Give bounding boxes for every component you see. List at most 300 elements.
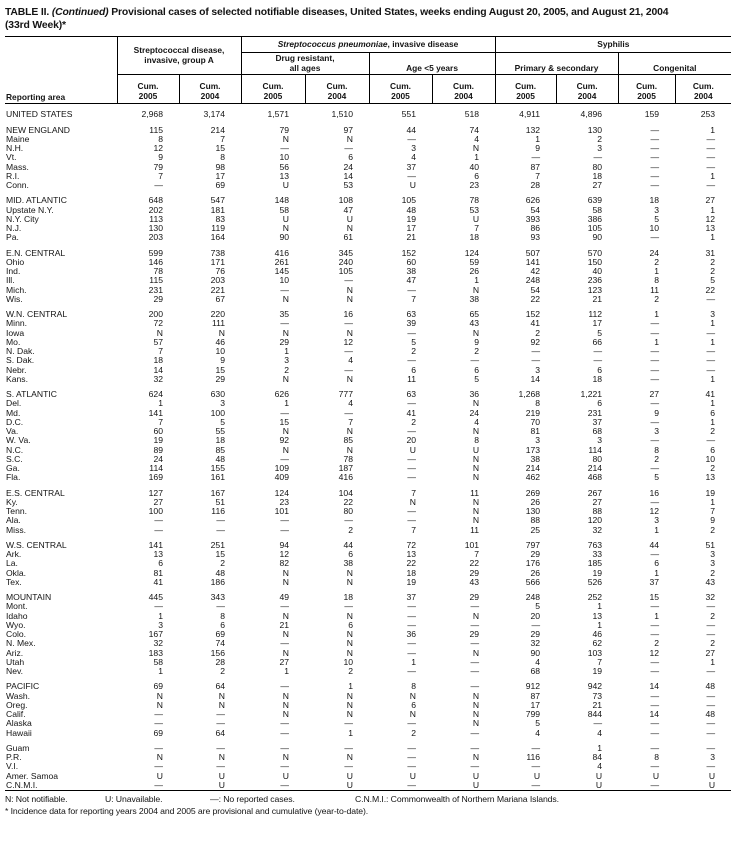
cum-year-header bbox=[179, 75, 241, 104]
value-cell: N bbox=[218, 327, 225, 338]
value-cell: N bbox=[472, 453, 480, 464]
region-section bbox=[5, 190, 731, 242]
value-cell: — bbox=[216, 601, 225, 612]
value-cell: 159 bbox=[644, 109, 660, 120]
value-cell: 445 bbox=[148, 592, 163, 603]
table-row bbox=[5, 578, 731, 587]
value-cell: 40 bbox=[592, 266, 603, 277]
value-cell: 5 bbox=[654, 213, 660, 224]
value-cell: N bbox=[282, 709, 289, 720]
value-cell: 105 bbox=[338, 266, 353, 277]
value-cell: — bbox=[650, 742, 660, 753]
value-cell: — bbox=[650, 346, 660, 357]
value-cell: 88 bbox=[592, 506, 603, 517]
table-row bbox=[5, 399, 731, 408]
value-cell: 78 bbox=[153, 266, 163, 277]
value-cell: U bbox=[595, 779, 603, 790]
year-label: 2005 bbox=[138, 90, 158, 101]
value-cell: U bbox=[346, 779, 353, 790]
value-cell: 1 bbox=[411, 656, 416, 667]
value-cell: 57 bbox=[153, 336, 163, 347]
value-cell: 202 bbox=[148, 204, 163, 215]
year-label: 2005 bbox=[263, 90, 283, 101]
value-cell: 18 bbox=[153, 355, 163, 366]
table-row bbox=[5, 639, 731, 648]
value-cell: 203 bbox=[210, 275, 225, 286]
value-cell: 10 bbox=[279, 275, 289, 286]
value-cell: 8 bbox=[535, 398, 541, 409]
value-cell: 44 bbox=[343, 539, 353, 550]
value-cell: 78 bbox=[469, 195, 480, 206]
reporting-area-cell: Upstate N.Y. bbox=[6, 204, 54, 215]
value-cell: 2 bbox=[710, 426, 716, 437]
value-cell: 8 bbox=[220, 610, 225, 621]
value-cell: — bbox=[593, 346, 603, 357]
group-a-line2: invasive, group A bbox=[144, 54, 214, 65]
value-cell: 14 bbox=[649, 709, 660, 720]
value-cell: 108 bbox=[338, 195, 353, 206]
value-cell: 8 bbox=[411, 681, 416, 692]
value-cell: — bbox=[407, 647, 416, 658]
reporting-area-cell: Ariz. bbox=[6, 647, 24, 658]
value-cell: 119 bbox=[211, 223, 225, 234]
congenital-header bbox=[618, 53, 731, 75]
value-cell: — bbox=[407, 506, 416, 517]
value-cell: 37 bbox=[406, 161, 416, 172]
value-cell: 2 bbox=[654, 293, 660, 304]
value-cell: U bbox=[472, 779, 480, 790]
value-cell: 5 bbox=[710, 275, 716, 286]
region-section bbox=[5, 384, 731, 483]
value-cell: 9 bbox=[158, 152, 163, 163]
value-cell: — bbox=[280, 524, 289, 535]
primary-secondary-header bbox=[495, 53, 618, 75]
value-cell: 8 bbox=[654, 444, 660, 455]
value-cell: 2 bbox=[411, 346, 416, 357]
reporting-area-cell: Mont. bbox=[6, 601, 28, 612]
value-cell: U bbox=[346, 213, 353, 224]
value-cell: 59 bbox=[469, 256, 480, 267]
value-cell: 1 bbox=[348, 727, 353, 738]
value-cell: 29 bbox=[530, 629, 541, 640]
reporting-area-cell: Mo. bbox=[6, 336, 21, 347]
value-cell: 18 bbox=[343, 592, 353, 603]
value-cell: — bbox=[154, 601, 163, 612]
value-cell: N bbox=[282, 690, 289, 701]
footnote-not-notifiable: N: Not notifiable. bbox=[5, 794, 68, 805]
value-cell: 130 bbox=[525, 506, 541, 517]
value-cell: — bbox=[470, 601, 480, 612]
value-cell: U bbox=[282, 213, 289, 224]
value-cell: 3,174 bbox=[203, 109, 225, 120]
table-row bbox=[5, 719, 731, 728]
value-cell: 18 bbox=[469, 232, 480, 243]
value-cell: 4,896 bbox=[580, 109, 603, 120]
value-cell: 29 bbox=[153, 293, 163, 304]
value-cell: 69 bbox=[215, 180, 225, 191]
value-cell: — bbox=[650, 666, 660, 677]
value-cell: 89 bbox=[153, 444, 163, 455]
value-cell: 267 bbox=[587, 487, 603, 498]
reporting-area-cell: E.S. CENTRAL bbox=[6, 487, 65, 498]
value-cell: N bbox=[156, 327, 163, 338]
value-cell: 88 bbox=[530, 515, 541, 526]
value-cell: 17 bbox=[215, 170, 225, 181]
table-row bbox=[5, 384, 731, 399]
reporting-area-cell: E.N. CENTRAL bbox=[6, 247, 66, 258]
value-cell: 24 bbox=[649, 247, 660, 258]
value-cell: — bbox=[154, 524, 163, 535]
value-cell: — bbox=[531, 742, 541, 753]
value-cell: 38 bbox=[469, 293, 480, 304]
value-cell: 3 bbox=[597, 435, 603, 446]
value-cell: — bbox=[407, 355, 416, 366]
region-section bbox=[5, 587, 731, 676]
reporting-area-cell: Md. bbox=[6, 407, 21, 418]
reporting-area-cell: D.C. bbox=[6, 416, 24, 427]
value-cell: 24 bbox=[343, 161, 353, 172]
value-cell: N bbox=[346, 638, 353, 649]
value-cell: 3 bbox=[654, 204, 660, 215]
value-cell: 1 bbox=[710, 656, 716, 667]
value-cell: 27 bbox=[649, 389, 660, 400]
value-cell: — bbox=[593, 355, 603, 366]
region-section bbox=[5, 243, 731, 305]
value-cell: N bbox=[282, 647, 289, 658]
value-cell: 10 bbox=[215, 346, 225, 357]
value-cell: 7 bbox=[474, 223, 480, 234]
value-cell: 167 bbox=[148, 629, 163, 640]
value-cell: 65 bbox=[469, 309, 480, 320]
value-cell: 90 bbox=[592, 232, 603, 243]
value-cell: N bbox=[472, 752, 480, 763]
value-cell: 386 bbox=[587, 213, 603, 224]
value-cell: 3 bbox=[284, 355, 289, 366]
value-cell: — bbox=[593, 718, 603, 729]
value-cell: — bbox=[706, 327, 716, 338]
value-cell: 19 bbox=[406, 576, 416, 587]
value-cell: 29 bbox=[279, 336, 289, 347]
value-cell: 3 bbox=[597, 143, 603, 154]
value-cell: — bbox=[706, 666, 716, 677]
value-cell: N bbox=[346, 426, 353, 437]
reporting-area-cell: NEW ENGLAND bbox=[6, 124, 70, 135]
value-cell: — bbox=[531, 346, 541, 357]
value-cell: 8 bbox=[220, 152, 225, 163]
value-cell: N bbox=[346, 284, 353, 295]
value-cell: 19 bbox=[592, 567, 603, 578]
value-cell: — bbox=[470, 656, 480, 667]
value-cell: 8 bbox=[158, 133, 163, 144]
value-cell: 83 bbox=[215, 213, 225, 224]
cum-label: Cum. bbox=[636, 81, 658, 92]
value-cell: 146 bbox=[148, 256, 163, 267]
value-cell: 105 bbox=[587, 223, 603, 234]
title-table-number: TABLE II. bbox=[5, 7, 50, 18]
value-cell: — bbox=[650, 779, 660, 790]
value-cell: 7 bbox=[220, 133, 225, 144]
footnote-no-reported-cases: —: No reported cases. bbox=[210, 794, 295, 805]
cum-year-header bbox=[618, 75, 675, 104]
value-cell: 32 bbox=[153, 373, 163, 384]
value-cell: N bbox=[282, 373, 289, 384]
value-cell: 1 bbox=[158, 398, 163, 409]
reporting-area-cell: La. bbox=[6, 558, 18, 569]
value-cell: 4,911 bbox=[519, 109, 541, 120]
value-cell: 80 bbox=[592, 161, 603, 172]
reporting-area-cell: N.J. bbox=[6, 223, 22, 234]
value-cell: 22 bbox=[343, 496, 353, 507]
value-cell: N bbox=[346, 133, 353, 144]
value-cell: 55 bbox=[215, 426, 225, 437]
value-cell: 183 bbox=[148, 647, 163, 658]
table-row bbox=[5, 319, 731, 328]
value-cell: U bbox=[472, 770, 480, 781]
value-cell: — bbox=[706, 619, 716, 630]
value-cell: 68 bbox=[592, 426, 603, 437]
value-cell: 40 bbox=[469, 161, 480, 172]
value-cell: N bbox=[282, 426, 289, 437]
value-cell: N bbox=[346, 567, 353, 578]
value-cell: — bbox=[650, 133, 660, 144]
value-cell: 18 bbox=[649, 195, 660, 206]
reporting-area-cell: Iowa bbox=[6, 327, 25, 338]
value-cell: N bbox=[346, 293, 353, 304]
value-cell: 24 bbox=[469, 407, 480, 418]
value-cell: 13 bbox=[705, 472, 716, 483]
value-cell: 32 bbox=[153, 638, 163, 649]
table-row bbox=[5, 676, 731, 691]
region-section bbox=[5, 483, 731, 535]
reporting-area-cell: Alaska bbox=[6, 718, 32, 729]
value-cell: 1 bbox=[710, 336, 716, 347]
value-cell: 101 bbox=[464, 539, 480, 550]
value-cell: — bbox=[706, 346, 716, 357]
value-cell: 393 bbox=[525, 213, 541, 224]
value-cell: — bbox=[650, 463, 660, 474]
value-cell: 3 bbox=[535, 364, 541, 375]
value-cell: 11 bbox=[650, 284, 660, 295]
value-cell: 1,268 bbox=[518, 389, 541, 400]
table-row bbox=[5, 356, 731, 365]
value-cell: 90 bbox=[530, 647, 541, 658]
value-cell: 7 bbox=[411, 487, 416, 498]
reporting-area-cell: Calif. bbox=[6, 709, 26, 720]
value-cell: 5 bbox=[411, 336, 416, 347]
value-cell: 2 bbox=[710, 610, 716, 621]
table-row bbox=[5, 233, 731, 242]
value-cell: 41 bbox=[530, 318, 541, 329]
table-row bbox=[5, 516, 731, 525]
value-cell: — bbox=[407, 761, 416, 772]
value-cell: 6 bbox=[220, 619, 225, 630]
table-row bbox=[5, 710, 731, 719]
table-row bbox=[5, 375, 731, 384]
value-cell: 171 bbox=[210, 256, 225, 267]
value-cell: 27 bbox=[153, 496, 163, 507]
cum-year-header bbox=[556, 75, 618, 104]
value-cell: 2 bbox=[474, 346, 480, 357]
value-cell: 6 bbox=[474, 170, 480, 181]
value-cell: — bbox=[154, 761, 163, 772]
value-cell: 36 bbox=[469, 389, 480, 400]
value-cell: — bbox=[407, 463, 416, 474]
value-cell: 27 bbox=[279, 656, 289, 667]
table-row bbox=[5, 276, 731, 285]
value-cell: 161 bbox=[210, 472, 225, 483]
value-cell: N bbox=[346, 690, 353, 701]
value-cell: 547 bbox=[210, 195, 225, 206]
value-cell: 21 bbox=[279, 619, 289, 630]
table-row bbox=[5, 181, 731, 190]
value-cell: N bbox=[346, 327, 353, 338]
value-cell: 6 bbox=[710, 444, 716, 455]
value-cell: 1 bbox=[474, 275, 480, 286]
value-cell: 81 bbox=[153, 567, 163, 578]
value-cell: — bbox=[650, 124, 660, 135]
value-cell: N bbox=[346, 223, 353, 234]
region-section bbox=[5, 304, 731, 384]
value-cell: 186 bbox=[210, 576, 225, 587]
year-label: 2004 bbox=[327, 90, 347, 101]
value-cell: 269 bbox=[525, 487, 541, 498]
value-cell: 11 bbox=[407, 373, 416, 384]
value-cell: — bbox=[280, 742, 289, 753]
region-section bbox=[5, 676, 731, 738]
value-cell: — bbox=[650, 161, 660, 172]
value-cell: 1,510 bbox=[331, 109, 353, 120]
value-cell: — bbox=[706, 629, 716, 640]
reporting-area-cell: Va. bbox=[6, 426, 19, 437]
value-cell: 253 bbox=[700, 109, 716, 120]
value-cell: 6 bbox=[597, 398, 603, 409]
value-cell: 1 bbox=[710, 416, 716, 427]
table-row bbox=[5, 446, 731, 455]
value-cell: — bbox=[650, 180, 660, 191]
value-cell: — bbox=[407, 619, 416, 630]
footnotes bbox=[5, 794, 731, 817]
reporting-area-cell: Ky. bbox=[6, 496, 18, 507]
value-cell: 124 bbox=[274, 487, 289, 498]
value-cell: — bbox=[650, 629, 660, 640]
value-cell: 1 bbox=[474, 152, 480, 163]
table-row bbox=[5, 569, 731, 578]
table-row bbox=[5, 135, 731, 144]
value-cell: 261 bbox=[274, 256, 289, 267]
value-cell: 21 bbox=[406, 232, 416, 243]
value-cell: 46 bbox=[215, 336, 225, 347]
value-cell: 41 bbox=[406, 407, 416, 418]
value-cell: 240 bbox=[338, 256, 353, 267]
value-cell: 15 bbox=[649, 592, 660, 603]
value-cell: 19 bbox=[592, 666, 603, 677]
table-row bbox=[5, 295, 731, 304]
reporting-area-cell: Tex. bbox=[6, 576, 22, 587]
value-cell: 624 bbox=[148, 389, 163, 400]
value-cell: 252 bbox=[587, 592, 603, 603]
value-cell: 3 bbox=[411, 143, 416, 154]
value-cell: 2 bbox=[654, 256, 660, 267]
value-cell: U bbox=[156, 770, 163, 781]
value-cell: U bbox=[652, 770, 660, 781]
value-cell: — bbox=[470, 727, 480, 738]
value-cell: 51 bbox=[215, 496, 225, 507]
value-cell: 15 bbox=[279, 416, 289, 427]
value-cell: 98 bbox=[215, 161, 225, 172]
value-cell: 11 bbox=[470, 524, 480, 535]
value-cell: N bbox=[472, 515, 480, 526]
value-cell: — bbox=[470, 761, 480, 772]
table-row bbox=[5, 120, 731, 135]
value-cell: — bbox=[407, 133, 416, 144]
year-label: 2005 bbox=[637, 90, 656, 101]
value-cell: U bbox=[595, 770, 603, 781]
value-cell: 10 bbox=[279, 152, 289, 163]
table-row bbox=[5, 483, 731, 498]
value-cell: 7 bbox=[158, 416, 163, 427]
table-row bbox=[5, 781, 731, 791]
value-cell: 33 bbox=[592, 549, 603, 560]
value-cell: 67 bbox=[215, 293, 225, 304]
value-cell: — bbox=[706, 699, 716, 710]
value-cell: 97 bbox=[343, 124, 353, 135]
pneumoniae-rest-label: , invasive disease bbox=[387, 38, 459, 49]
value-cell: N bbox=[472, 647, 480, 658]
value-cell: 90 bbox=[279, 232, 289, 243]
value-cell: — bbox=[280, 407, 289, 418]
value-cell: 48 bbox=[705, 709, 716, 720]
value-cell: N bbox=[409, 709, 416, 720]
cum-year-header bbox=[117, 75, 179, 104]
value-cell: 5 bbox=[654, 472, 660, 483]
value-cell: 231 bbox=[148, 284, 163, 295]
value-cell: 85 bbox=[343, 435, 353, 446]
reporting-area-cell: Minn. bbox=[6, 318, 28, 329]
value-cell: 248 bbox=[525, 592, 541, 603]
table-row bbox=[5, 701, 731, 710]
value-cell: N bbox=[409, 690, 416, 701]
reporting-area-cell: Mass. bbox=[6, 161, 29, 172]
value-cell: 6 bbox=[158, 558, 163, 569]
header-group-row bbox=[5, 37, 731, 53]
value-cell: 10 bbox=[705, 453, 716, 464]
value-cell: 176 bbox=[525, 558, 541, 569]
table-row bbox=[5, 153, 731, 162]
value-cell: 2 bbox=[411, 727, 416, 738]
value-cell: 21 bbox=[592, 293, 603, 304]
value-cell: 185 bbox=[587, 558, 603, 569]
value-cell: — bbox=[280, 143, 289, 154]
value-cell: 416 bbox=[338, 472, 353, 483]
syphilis-label: Syphilis bbox=[597, 38, 630, 49]
value-cell: 58 bbox=[592, 204, 603, 215]
value-cell: — bbox=[650, 718, 660, 729]
value-cell: 2 bbox=[710, 463, 716, 474]
value-cell: 345 bbox=[338, 247, 353, 258]
value-cell: 112 bbox=[588, 309, 603, 320]
value-cell: — bbox=[216, 742, 225, 753]
value-cell: 181 bbox=[210, 204, 225, 215]
value-cell: — bbox=[650, 152, 660, 163]
value-cell: — bbox=[280, 727, 289, 738]
year-label: 2005 bbox=[516, 90, 535, 101]
value-cell: — bbox=[706, 742, 716, 753]
value-cell: 79 bbox=[279, 124, 289, 135]
value-cell: 551 bbox=[401, 109, 416, 120]
value-cell: — bbox=[650, 373, 660, 384]
reporting-area-cell: Mich. bbox=[6, 284, 27, 295]
value-cell: 132 bbox=[525, 124, 541, 135]
